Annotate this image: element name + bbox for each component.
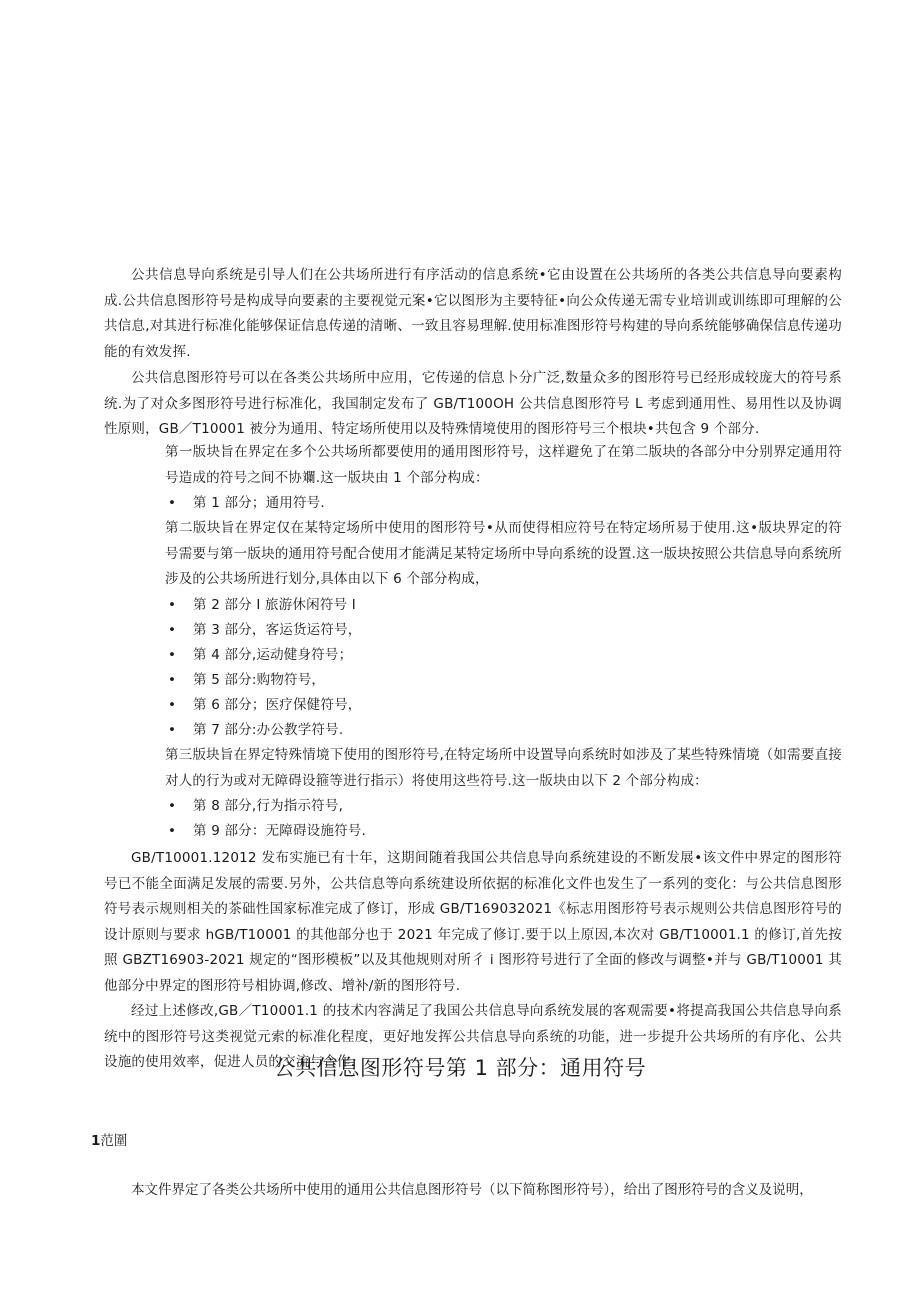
- block3-paragraph: 第三版块旨在界定特殊情境下使用的图形符号,在特定场所中设置导向系统时如涉及了某些特殊情境（如需要直接对人的行为或对无障碍设箍等进行指示）将使用这些符号.这一版块由以下 2 个部分构成：: [165, 747, 842, 789]
- list-item: [168, 618, 361, 644]
- list-item: [168, 794, 343, 820]
- list-item: [168, 668, 325, 694]
- bullet-marker: •: [168, 722, 177, 738]
- list-item: [168, 819, 366, 845]
- intro-paragraph-1: 公共信息导向系统是引导人们在公共场所进行有序活动的信息系统•它由设置在公共场所的各类公共信息导向要素构成.公共信息图形符号是构成导向要素的主要视觉元案•它以图形为主要特征•向公众传递无需专业培训或训练即可理解的公共信息,对其进行标准化能够保证信息传递的清晰、一致且容易理解.使用标准图形符号构建的导向系统能够确保信息传递功能的有效发挥.: [104, 267, 842, 360]
- section-heading: [91, 1131, 127, 1151]
- list-item-text: 第 6 部分；医疗保健符号，: [193, 697, 362, 713]
- list-item: [168, 693, 361, 719]
- page-title: 公共信息图形符号第 1 部分：通用符号: [273, 1056, 647, 1080]
- bullet-marker: •: [168, 823, 177, 839]
- bullet-marker: •: [168, 672, 177, 688]
- bullet-marker: •: [168, 697, 177, 713]
- section-number: 1: [91, 1133, 101, 1149]
- list-item-text: 第 8 部分,行为指示符号,: [193, 798, 344, 814]
- list-item-text: 第 9 部分：无障碍设施符号.: [193, 823, 366, 839]
- section-title: 范圍: [100, 1133, 128, 1149]
- block1-paragraph: 第一版块旨在界定在多个公共场所都要使用的通用图形符号，这样避免了在第二版块的各部分中分别界定通用符号造成的符号之间不协斕.这一版块由 1 个部分构成：: [165, 444, 842, 486]
- revision-paragraph: GB/T10001.12012 发布实施已有十年，这期间随着我国公共信息导向系统建设的不断发展•该文件中界定的图形符号已不能全面满足发展的需要.另外，公共信息等向系统建设所依据的标准化文件也发生了一系列的变化：与公共信息图形符号表示规则相关的茶础性国家标准完成了修订，形成 GB/T169032021《标志用图形符号表示规则公共信息图形符号的设计原则与要求 hGB/T10001 的其他部分也于 2021 年完成了修订.要于以上原因,本次对 GB/T10001.1 的修订,首先按照 GBZT16903-2021 规定的“图形模板”以及其他规则对所彳 i 图形符号进行了全面的修改与调整•并与 GB/T10001 其他部分中界定的图形符号相协调,修改、增补/新的图形符号.: [104, 850, 842, 994]
- bullet-marker: •: [168, 798, 177, 814]
- list-item: [168, 643, 352, 669]
- bullet-marker: •: [168, 597, 177, 613]
- list-item: [168, 491, 325, 517]
- list-item-text: 第 5 部分:购物符号，: [193, 672, 326, 688]
- scope-paragraph: 本文件界定了各类公共场所中使用的通用公共信息图形符号（以下简称图形符号），给出了图形符号的含义及说明，: [131, 1182, 813, 1198]
- bullet-marker: •: [168, 495, 177, 511]
- list-item: [168, 718, 343, 744]
- list-item-text: 第 4 部分,运动健身符号；: [193, 647, 353, 663]
- list-item: [168, 593, 356, 619]
- list-item-text: 第 7 部分:办公教学符号.: [193, 722, 344, 738]
- list-item-text: 第 3 部分，客运货运符号，: [193, 622, 362, 638]
- list-item-text: 第 1 部分；通用符号.: [193, 495, 325, 511]
- bullet-marker: •: [168, 622, 177, 638]
- block2-paragraph: 第二版块旨在界定仅在某特定场所中使用的图形符号•从而使得相应符号在特定场所易于使用.这•版块界定的符号需要与第一版块的通用符号配合使用才能满足某特定场所中导向系统的设置.这一版块按照公共信息导向系统所涉及的公共场所进行划分,具体由以下 6 个部分构成，: [165, 520, 842, 588]
- list-item-text: 第 2 部分 I 旅游休闲符号 I: [193, 597, 356, 613]
- intro-paragraph-2: 公共信息图形符号可以在各类公共场所中应用，它传递的信息卜分广泛,数量众多的图形符号已经形成较庞大的符号系统.为了对众多图形符号进行标准化，我国制定发布了 GB/T100OH 公共信息图形符号 L 考虑到通用性、易用性以及协调性原则，GB／T10001 被分为通用、特定场所使用以及特殊情境使用的图形符号三个根块•共包含 9 个部分.: [104, 370, 842, 438]
- bullet-marker: •: [168, 647, 177, 663]
- conclusion-paragraph: 经过上述修改,GB／T10001.1 的技术内容满足了我国公共信息导向系统发展的客观需要•将提高我国公共信息导向系统中的图形符号这类视觉元索的标准化程度，更好地发挥公共信息导向系统的功能，进一步提升公共场所的有序化、公共设施的使用效率，促进人员的交流与合作.: [104, 1003, 842, 1071]
